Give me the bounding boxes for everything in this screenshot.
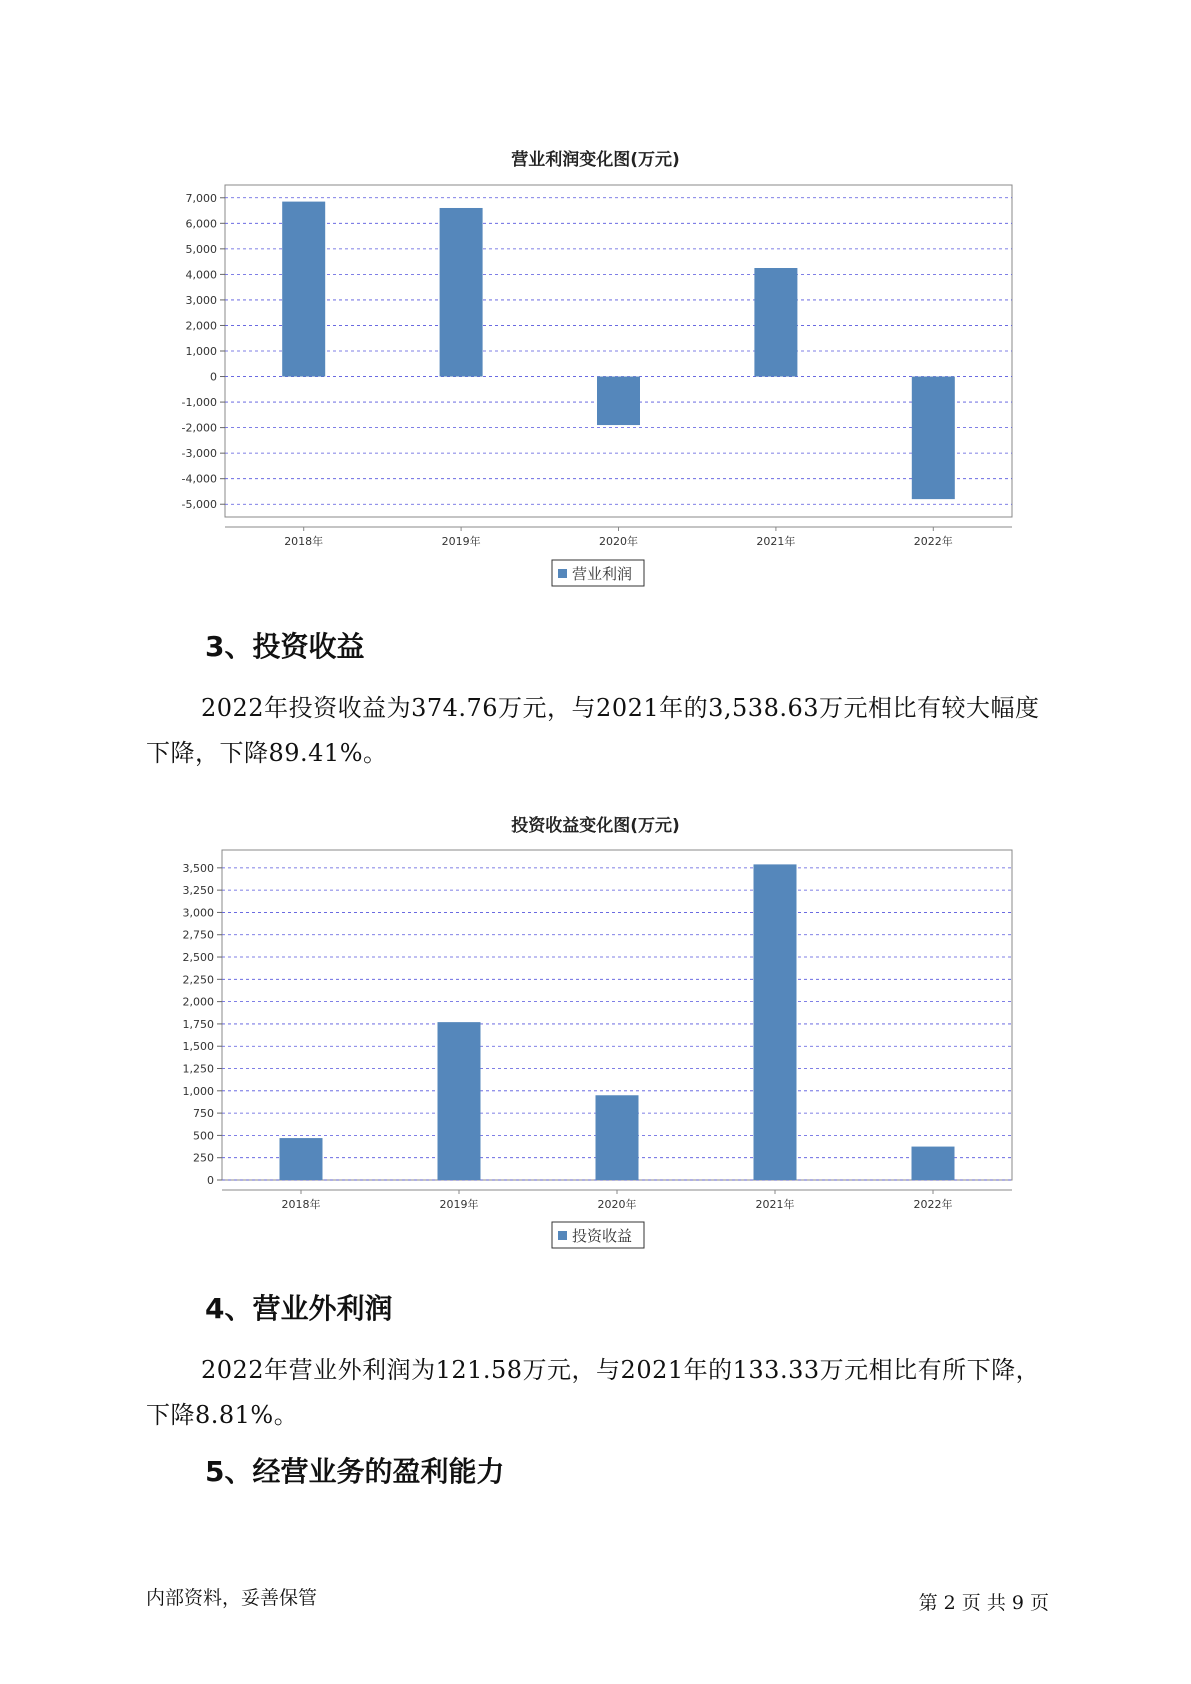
y-tick-label: -1,000 [181,396,217,410]
y-tick-label: 0 [210,370,217,384]
y-tick-label: 1,000 [182,1084,214,1098]
y-tick-label: -5,000 [181,498,217,512]
y-tick-label: 2,750 [182,928,214,942]
x-tick-label: 2019年 [441,535,481,548]
footer-page-number: 第 2 页 共 9 页 [918,1592,1049,1614]
footer-confidential-note: 内部资料，妥善保管 [146,1587,318,1609]
chart1-title: 营业利润变化图(万元) [511,150,680,170]
y-tick-label: 250 [193,1151,214,1165]
x-tick-label: 2020年 [597,1198,637,1211]
bar [596,1095,639,1180]
bar [754,268,797,377]
bar [280,1138,323,1180]
chart2-title: 投资收益变化图(万元) [511,816,680,836]
y-tick-label: 3,000 [185,293,217,307]
y-tick-label: 3,500 [182,861,214,875]
legend-swatch [558,1231,567,1240]
x-tick-label: 2020年 [599,535,638,548]
x-tick-label: 2022年 [913,1198,953,1211]
y-tick-label: 1,000 [185,345,217,358]
section3-heading: 3、投资收益 [205,630,365,663]
legend-label: 营业利润 [572,565,633,583]
y-tick-label: 7,000 [185,191,217,205]
bar [912,377,955,500]
section4-paragraph: 2022年营业外利润为121.58万元，与2021年的133.33万元相比有所下降，下降8.81%。 [146,1356,1041,1429]
legend-label: 投资收益 [572,1227,633,1245]
bar [912,1147,955,1180]
x-tick-label: 2022年 [913,535,953,548]
x-tick-label: 2021年 [756,535,796,548]
section4-heading: 4、营业外利润 [205,1292,393,1325]
bar [754,864,797,1180]
y-tick-label: 1,250 [182,1062,214,1076]
y-tick-label: 1,500 [182,1040,214,1054]
y-tick-label: 750 [193,1107,214,1121]
y-tick-label: 2,000 [182,995,214,1009]
y-tick-label: 0 [207,1174,214,1187]
y-tick-label: 500 [193,1129,214,1143]
section5-heading: 5、经营业务的盈利能力 [205,1455,505,1488]
x-tick-label: 2018年 [284,535,324,548]
y-tick-label: -2,000 [181,421,217,435]
y-tick-label: 5,000 [185,242,217,256]
bar [282,202,325,377]
y-tick-label: 2,250 [182,973,214,987]
y-tick-label: 3,000 [182,906,214,920]
y-tick-label: 1,750 [182,1017,214,1031]
bar [438,1022,481,1180]
y-tick-label: -4,000 [181,472,217,486]
section3-paragraph: 2022年投资收益为374.76万元，与2021年的3,538.63万元相比有较大幅度下降，下降89.41%。 [146,694,1040,767]
investment-income-chart [0,836,1191,1266]
y-tick-label: 2,000 [185,319,217,333]
operating-profit-chart [0,170,1191,610]
y-tick-label: 6,000 [185,217,217,231]
x-tick-label: 2021年 [755,1198,795,1211]
y-tick-label: 3,250 [182,884,214,898]
x-tick-label: 2019年 [439,1198,479,1211]
y-tick-label: 2,500 [182,951,214,965]
bar [597,377,640,426]
y-tick-label: -3,000 [181,447,217,461]
y-tick-label: 4,000 [185,268,217,282]
bar [440,208,483,377]
x-tick-label: 2018年 [281,1198,321,1211]
legend-swatch [558,569,567,578]
